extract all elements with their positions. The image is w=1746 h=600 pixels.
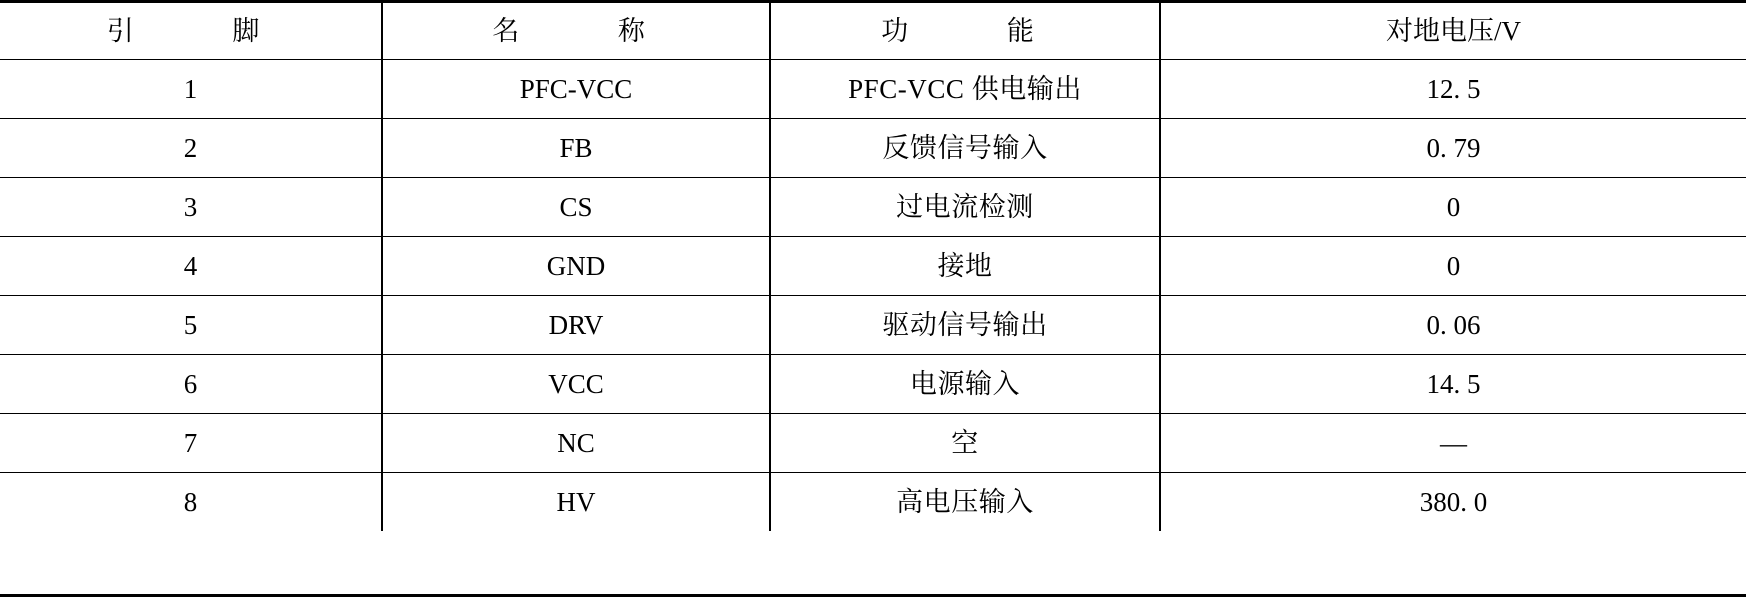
column-header-voltage: 对地电压/V — [1160, 2, 1746, 60]
cell-function: PFC-VCC 供电输出 — [770, 60, 1160, 119]
cell-name: NC — [382, 414, 770, 473]
table-row — [0, 355, 1746, 414]
table-row — [0, 296, 1746, 355]
cell-pin: 2 — [0, 119, 382, 178]
cell-name: GND — [382, 237, 770, 296]
table-bottom-rule — [0, 594, 1746, 597]
table-header — [0, 2, 1746, 60]
cell-voltage: 0. 06 — [1160, 296, 1746, 355]
cell-function: 电源输入 — [770, 355, 1160, 414]
cell-voltage: 0 — [1160, 237, 1746, 296]
cell-name: FB — [382, 119, 770, 178]
cell-pin: 4 — [0, 237, 382, 296]
cell-pin: 3 — [0, 178, 382, 237]
cell-pin: 8 — [0, 473, 382, 532]
cell-voltage: 0 — [1160, 178, 1746, 237]
cell-pin: 5 — [0, 296, 382, 355]
cell-pin: 1 — [0, 60, 382, 119]
table-row — [0, 414, 1746, 473]
table-row — [0, 178, 1746, 237]
column-header-name: 名 称 — [382, 2, 770, 60]
table-row — [0, 119, 1746, 178]
cell-voltage: — — [1160, 414, 1746, 473]
cell-voltage: 14. 5 — [1160, 355, 1746, 414]
cell-voltage: 12. 5 — [1160, 60, 1746, 119]
cell-name: VCC — [382, 355, 770, 414]
table-body — [0, 60, 1746, 532]
cell-voltage: 380. 0 — [1419, 487, 1488, 517]
cell-name: DRV — [382, 296, 770, 355]
cell-pin: 6 — [0, 355, 382, 414]
cell-function: 反馈信号输入 — [770, 119, 1160, 178]
table-header-row — [0, 2, 1746, 60]
column-header-function: 功 能 — [770, 2, 1160, 60]
cell-voltage: 0. 79 — [1160, 119, 1746, 178]
cell-function: 空 — [770, 414, 1160, 473]
table-top-rule — [0, 0, 1746, 3]
cell-name: PFC-VCC — [382, 60, 770, 119]
cell-name: HV — [382, 473, 770, 532]
cell-name: CS — [382, 178, 770, 237]
table-row — [0, 237, 1746, 296]
cell-function: 高电压输入 — [770, 473, 1160, 532]
column-header-pin: 引 脚 — [0, 2, 382, 60]
table-row — [0, 473, 1746, 532]
table-row — [0, 60, 1746, 119]
cell-pin: 7 — [0, 414, 382, 473]
cell-function: 过电流检测 — [770, 178, 1160, 237]
cell-function: 接地 — [770, 237, 1160, 296]
cell-function: 驱动信号输出 — [770, 296, 1160, 355]
